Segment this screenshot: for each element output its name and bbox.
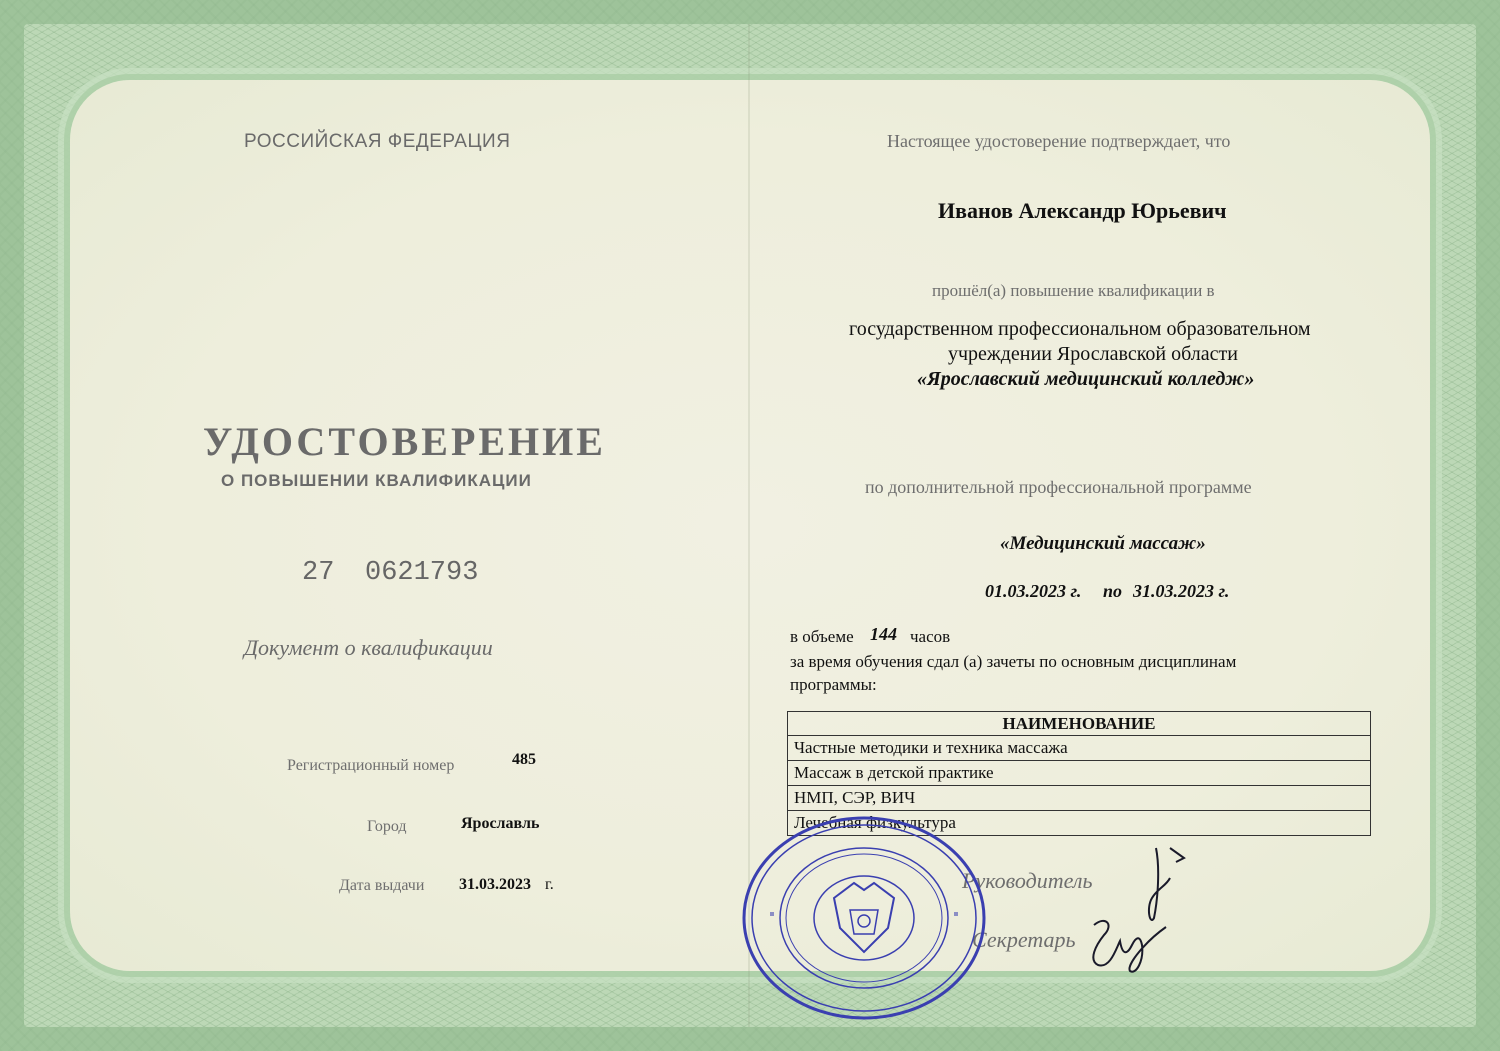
volume-hours: 144 <box>870 624 897 644</box>
period-separator: по <box>1103 581 1123 601</box>
exams-line2: программы: <box>790 675 877 694</box>
series-number: 27 <box>302 558 335 588</box>
head-label: Руководитель <box>962 868 1093 893</box>
document-number: 0621793 <box>365 558 479 588</box>
volume-unit: часов <box>910 627 951 646</box>
issue-date-value: 31.03.2023 <box>459 876 531 893</box>
official-seal-icon <box>738 812 990 1024</box>
country-header: РОССИЙСКАЯ ФЕДЕРАЦИЯ <box>244 131 511 152</box>
table-row: Массаж в детской практике <box>788 761 1371 786</box>
issue-date-label: Дата выдачи <box>339 877 425 894</box>
table-row: Лечебная физкультура <box>788 811 1371 836</box>
document-title: УДОСТОВЕРЕНИЕ <box>203 419 606 464</box>
exams-line1: за время обучения сдал (а) зачеты по основным дисциплинам <box>790 652 1237 671</box>
program-label: по дополнительной профессиональной программе <box>865 477 1252 497</box>
institution-name: «Ярославский медицинский колледж» <box>917 368 1255 390</box>
issue-date-suffix: г. <box>545 876 554 893</box>
document-subtitle: О ПОВЫШЕНИИ КВАЛИФИКАЦИИ <box>221 471 532 490</box>
table-row: НМП, СЭР, ВИЧ <box>788 786 1371 811</box>
registration-label: Регистрационный номер <box>287 757 455 774</box>
passed-text: прошёл(а) повышение квалификации в <box>932 281 1215 300</box>
confirm-text: Настоящее удостоверение подтверждает, что <box>887 131 1231 151</box>
table-row: Частные методики и техника массажа <box>788 736 1371 761</box>
volume-prefix: в объеме <box>790 627 854 646</box>
secretary-signature-icon <box>1076 905 1186 980</box>
program-name: «Медицинский массаж» <box>1000 533 1206 554</box>
institution-line1: государственном профессиональном образовательном <box>849 318 1311 340</box>
period-from: 01.03.2023 г. <box>985 581 1082 601</box>
secretary-label: Секретарь <box>972 927 1076 952</box>
registration-value: 485 <box>512 751 536 768</box>
city-value: Ярославль <box>461 815 540 832</box>
document-type: Документ о квалификации <box>244 635 493 660</box>
table-header: НАИМЕНОВАНИЕ <box>788 712 1371 736</box>
period-to: 31.03.2023 г. <box>1133 581 1230 601</box>
person-name: Иванов Александр Юрьевич <box>938 198 1227 223</box>
institution-line2: учреждении Ярославской области <box>948 343 1238 365</box>
city-label: Город <box>367 818 407 835</box>
